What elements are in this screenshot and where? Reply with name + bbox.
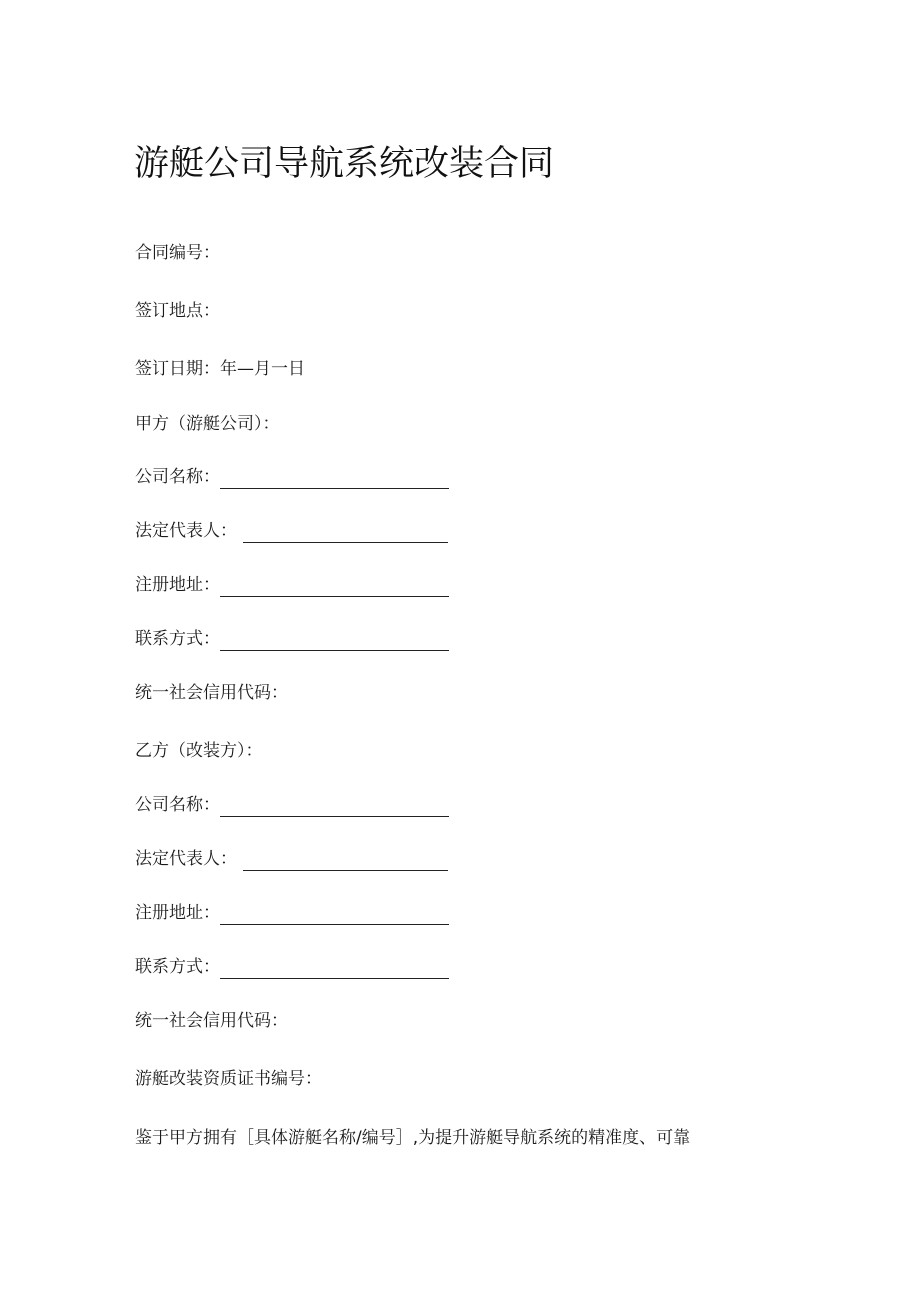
signing-date-label: 签订日期：年—月一日 xyxy=(135,359,305,379)
party-a-address-field xyxy=(135,573,449,597)
party-b-company-name-label: 公司名称： xyxy=(135,795,220,815)
party-a-address-blank[interactable] xyxy=(220,578,449,597)
party-b-contact-label: 联系方式： xyxy=(135,957,220,977)
party-b-legal-rep-blank[interactable] xyxy=(243,852,448,871)
party-b-company-name-blank[interactable] xyxy=(220,798,449,817)
party-b-legal-rep-label: 法定代表人： xyxy=(135,849,237,869)
party-b-address-label: 注册地址： xyxy=(135,903,220,923)
party-a-contact-label: 联系方式： xyxy=(135,629,220,649)
party-a-heading: 甲方（游艇公司）： xyxy=(135,414,280,434)
party-a-address-label: 注册地址： xyxy=(135,575,220,595)
preamble-text: 鉴于甲方拥有［具体游艇名称/编号］,为提升游艇导航系统的精准度、可靠 xyxy=(135,1128,691,1148)
party-b-certificate-label: 游艇改装资质证书编号： xyxy=(135,1069,322,1089)
party-a-legal-rep-field xyxy=(135,519,448,543)
party-b-address-blank[interactable] xyxy=(220,906,449,925)
party-b-legal-rep-field xyxy=(135,847,448,871)
party-a-legal-rep-blank[interactable] xyxy=(243,524,448,543)
signing-place-label: 签订地点： xyxy=(135,301,220,321)
party-b-company-name-field xyxy=(135,793,449,817)
party-b-contact-field xyxy=(135,955,449,979)
contract-number-label: 合同编号： xyxy=(135,243,220,263)
party-a-company-name-field xyxy=(135,465,449,489)
party-a-company-name-blank[interactable] xyxy=(220,470,449,489)
party-a-company-name-label: 公司名称： xyxy=(135,467,220,487)
party-b-credit-code-label: 统一社会信用代码： xyxy=(135,1011,288,1031)
party-b-address-field xyxy=(135,901,449,925)
party-b-heading: 乙方（改装方）： xyxy=(135,741,263,761)
party-a-legal-rep-label: 法定代表人： xyxy=(135,521,237,541)
document-title: 游艇公司导航系统改装合同 xyxy=(134,144,555,184)
party-a-contact-field xyxy=(135,627,449,651)
party-b-contact-blank[interactable] xyxy=(220,960,449,979)
party-a-credit-code-label: 统一社会信用代码： xyxy=(135,683,288,703)
party-a-contact-blank[interactable] xyxy=(220,632,449,651)
